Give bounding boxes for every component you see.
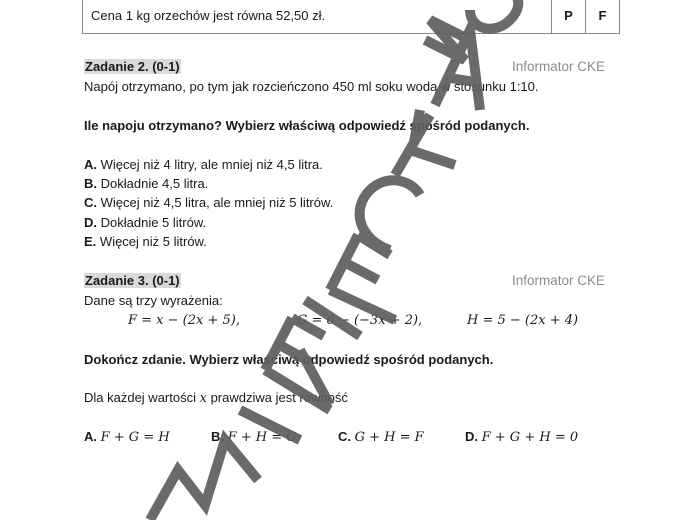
watermark-letter-m — [150, 440, 258, 520]
watermark-letter-l — [300, 300, 360, 405]
false-option-f[interactable]: F — [586, 0, 620, 34]
watermark-letter-c — [360, 180, 420, 250]
watermark-letter-k — [395, 110, 455, 175]
watermark-letter-a — [435, 30, 480, 110]
option-text: Więcej niż 4 litry, ale mniej niż 4,5 litra. — [100, 157, 323, 172]
stem-variable: x — [199, 391, 207, 406]
task3-intro: Dane są trzy wyrażenia: — [84, 293, 223, 308]
option-equation: F + G + H = 0 — [481, 430, 579, 445]
task2-source: Informator CKE — [511, 59, 605, 74]
option-text: Dokładnie 4,5 litra. — [100, 176, 209, 191]
option-letter: D. — [465, 429, 478, 444]
option-text: Więcej niż 4,5 litra, ale mniej niż 5 litrów. — [100, 195, 334, 210]
task2-title: Zadanie 2. (0-1) — [85, 59, 180, 74]
expression-g: G = 6 − (−3x + 2), — [297, 313, 423, 328]
task2-question: Ile napoju otrzymano? Wybierz właściwą odpowiedź spośród podanych. — [84, 118, 530, 133]
option-text: Dokładnie 5 litrów. — [100, 215, 207, 230]
expression-h: H = 5 − (2x + 4) — [467, 313, 579, 328]
task2-intro: Napój otrzymano, po tym jak rozcieńczono 450 ml soku wodą w stosunku 1:10. — [84, 79, 539, 94]
option-text: Więcej niż 5 litrów. — [99, 234, 207, 249]
option-equation: F + H = G — [227, 430, 297, 445]
option-equation: F + G = H — [100, 430, 170, 445]
task3-title: Zadanie 3. (0-1) — [85, 273, 180, 288]
watermark-letter-n — [425, 20, 470, 60]
option-letter: A. — [84, 429, 97, 444]
option-letter: B. — [84, 176, 97, 191]
option-letter: C. — [338, 429, 351, 444]
stem-text-before: Dla każdej wartości — [84, 390, 200, 405]
option-letter: A. — [84, 157, 97, 172]
option-letter: E. — [84, 234, 97, 249]
option-letter: C. — [84, 195, 97, 210]
task3-source: Informator CKE — [511, 273, 605, 288]
true-option-p[interactable]: P — [552, 0, 586, 34]
watermark-letter-o — [470, 0, 518, 29]
option-equation: G + H = F — [354, 430, 424, 445]
statement-cell: Cena 1 kg orzechów jest równa 52,50 zł. — [83, 0, 552, 34]
option-letter: B. — [211, 429, 224, 444]
stem-text-after: prawdziwa jest równość — [206, 390, 348, 405]
option-letter: D. — [84, 215, 97, 230]
expression-f: F = x − (2x + 5), — [128, 313, 240, 328]
task3-question: Dokończ zdanie. Wybierz właściwą odpowiedź spośród podanych. — [84, 352, 494, 367]
watermark-letter-i — [240, 410, 300, 440]
